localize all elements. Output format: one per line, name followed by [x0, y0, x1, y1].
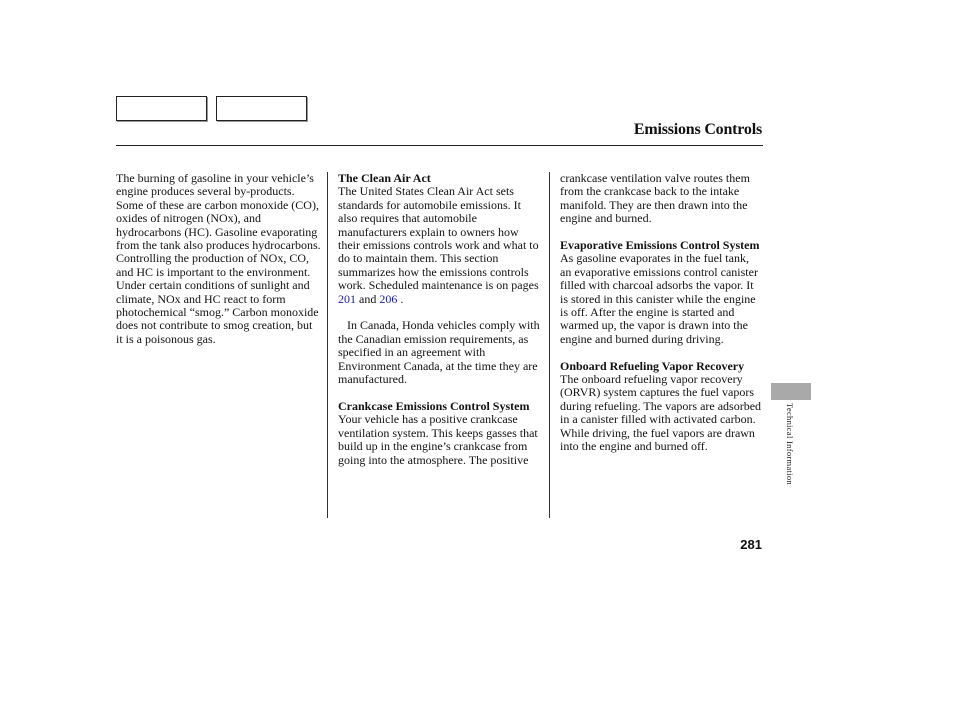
title-divider	[116, 145, 763, 146]
page-link-201[interactable]: 201	[338, 291, 356, 306]
page-title: Emissions Controls	[633, 121, 762, 138]
orvr-paragraph: The onboard refueling vapor recovery (ORVR) system captures the fuel vapors during refueling. The vapors are adsorbed in a canister filled with activated carbon. While driving, the fuel vapors are drawn into the engine and burned off.	[560, 372, 762, 454]
period-text: .	[400, 291, 404, 306]
clean-air-act-heading: The Clean Air Act	[338, 171, 431, 185]
intro-paragraph: The burning of gasoline in your vehicle’s engine produces several by-products. Some of these are carbon monoxide (CO), oxides of nitrogen (NOx), and hydrocarbons (HC). Gasoline evaporating from the tank also produces hydrocarbons. Controlling the production of NOx, CO, and HC is important to the environment. Under certain conditions of sunlight and climate, NOx and HC react to form photochemical “smog.” Carbon monoxide does not contribute to smog creation, but it is a poisonous gas.	[116, 171, 321, 346]
crankcase-paragraph: Your vehicle has a positive crankcase ventilation system. This keeps gasses that build up in the engine’s crankcase from going into the atmosphere. The positive	[338, 412, 538, 467]
column-divider	[327, 172, 328, 518]
clean-air-act-text: The United States Clean Air Act sets standards for automobile emissions. It also requires that automobile manufacturers explain to owners how their emissions controls work and what to do to maintain them. This section summarizes how the emissions controls work. Scheduled maintenance is on pages	[338, 184, 539, 293]
column-divider	[549, 172, 550, 518]
page-number: 281	[740, 537, 762, 552]
column-2	[338, 172, 541, 467]
column-3	[560, 172, 763, 454]
next-page-button[interactable]	[216, 96, 307, 121]
evaporative-paragraph: As gasoline evaporates in the fuel tank, an evaporative emissions control canister filled with charcoal adsorbs the vapor. It is stored in this canister while the engine is off. After the engine is started and warmed up, the vapor is drawn into the engine and burned during driving.	[560, 251, 758, 346]
canada-paragraph: In Canada, Honda vehicles comply with the Canadian emission requirements, as specified in an agreement with Environment Canada, at the time they are manufactured.	[338, 318, 540, 387]
section-tab[interactable]	[771, 383, 811, 400]
previous-page-button[interactable]	[116, 96, 207, 121]
section-label: Technical Information	[785, 403, 795, 485]
clean-air-act-paragraph	[338, 185, 541, 306]
page-link-206[interactable]: 206	[379, 291, 398, 306]
orvr-heading: Onboard Refueling Vapor Recovery	[560, 358, 745, 373]
column-1	[116, 172, 321, 346]
crankcase-heading: Crankcase Emissions Control System	[338, 398, 530, 413]
and-text: and	[359, 291, 377, 306]
evaporative-heading: Evaporative Emissions Control System	[560, 238, 760, 253]
crankcase-continued-paragraph: crankcase ventilation valve routes them from the crankcase back to the intake manifold. They are then drawn into the engine and burned.	[560, 171, 750, 226]
